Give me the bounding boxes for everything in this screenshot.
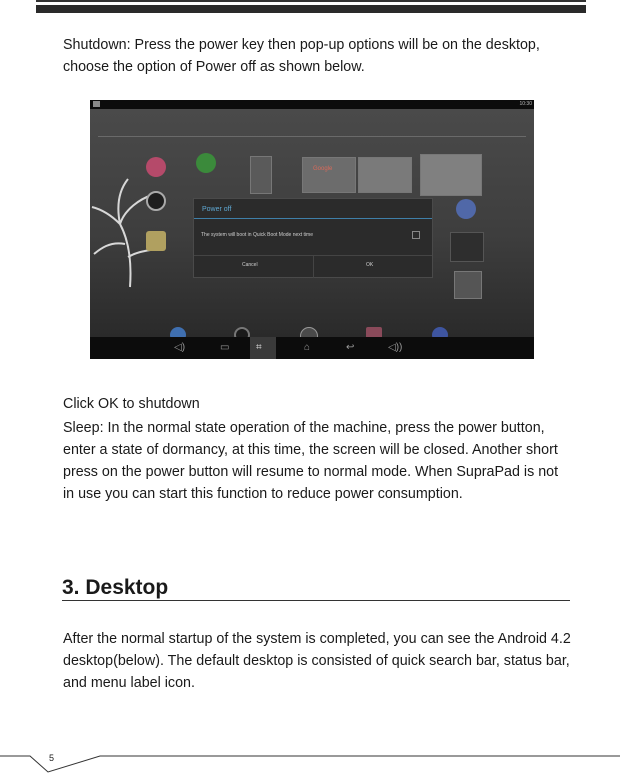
status-time: 10:30 — [519, 101, 532, 107]
quick-boot-checkbox[interactable] — [412, 231, 420, 239]
shutdown-paragraph: Shutdown: Press the power key then pop-up options will be on the desktop, choose the option of Power off as shown below. — [63, 37, 540, 75]
small-widget — [454, 271, 482, 299]
google-widget — [302, 157, 356, 193]
power-off-dialog — [193, 198, 433, 278]
home-wallpaper — [90, 109, 534, 337]
app-icon-3 — [146, 231, 166, 251]
dialog-title: Power off — [202, 206, 232, 213]
top-divider-thick — [36, 5, 586, 13]
app-icon-4 — [456, 199, 476, 219]
notification-icon — [93, 101, 100, 107]
volume-up-icon[interactable]: ◁)) — [388, 342, 403, 353]
volume-down-icon[interactable]: ◁) — [174, 342, 186, 353]
dialog-message: The system will boot in Quick Boot Mode next time — [201, 232, 313, 238]
heading-underline — [62, 600, 570, 601]
section-heading: 3. Desktop — [62, 576, 169, 599]
dialog-title-divider — [194, 218, 432, 219]
android-status-bar — [90, 100, 534, 109]
screenshot-icon[interactable]: ⌗ — [256, 342, 262, 353]
sleep-paragraph: Sleep: In the normal state operation of the machine, press the power button, enter a state of dormancy, at this time, the screen will be closed. Another short press on the power button will resume to normal mode. When SupraPad is not in use you can start this function to reduce power consumption. — [63, 420, 559, 502]
google-widget-label: Google — [313, 166, 333, 172]
footer-rule — [0, 748, 620, 773]
ok-button[interactable]: OK — [366, 262, 374, 268]
back-icon[interactable]: ↩ — [346, 342, 355, 353]
music-widget — [450, 232, 484, 262]
dialog-button-bar — [194, 255, 432, 278]
nav-active-highlight — [250, 337, 276, 359]
recent-apps-icon[interactable]: ▭ — [220, 342, 230, 353]
power-off-screenshot — [90, 100, 534, 359]
desktop-paragraph: After the normal startup of the system is completed, you can see the Android 4.2 desktop(below). The default desktop is consisted of quick search bar, status bar, and menu label icon. — [63, 631, 571, 691]
widget-strip — [250, 156, 272, 194]
photo-widget — [358, 157, 412, 193]
clock-icon — [146, 191, 166, 211]
button-separator — [313, 256, 314, 278]
home-icon[interactable]: ⌂ — [304, 342, 311, 353]
app-icon-2 — [196, 153, 216, 173]
cancel-button[interactable]: Cancel — [242, 262, 258, 268]
page-number: 5 — [49, 753, 55, 763]
android-nav-bar — [90, 337, 534, 359]
quick-search-bar — [98, 124, 526, 137]
gallery-widget — [420, 154, 482, 196]
click-ok-paragraph: Click OK to shutdown — [63, 396, 200, 412]
app-icon-1 — [146, 157, 166, 177]
tree-wallpaper-graphic — [90, 169, 180, 289]
top-divider-thin — [36, 0, 586, 2]
